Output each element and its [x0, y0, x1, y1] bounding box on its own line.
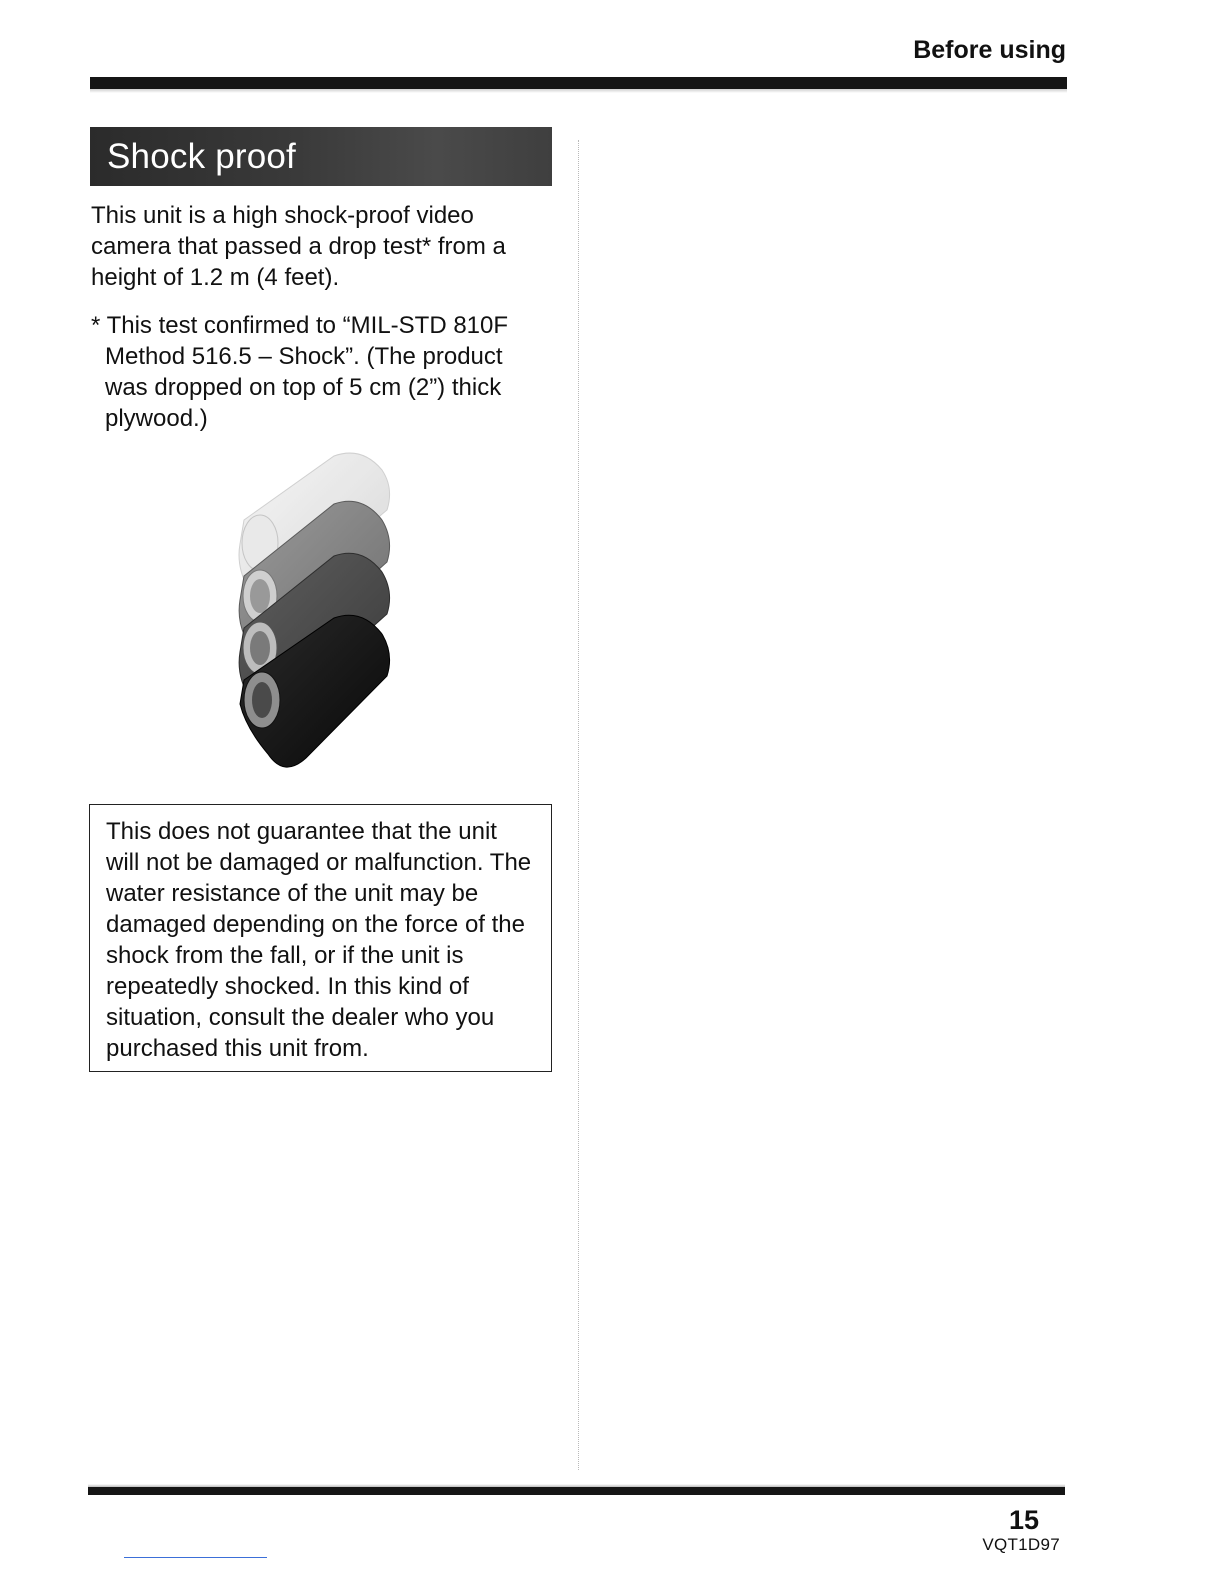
- header-rule-shadow: [90, 89, 1067, 93]
- column-divider: [578, 140, 579, 1470]
- falling-camera-illustration: [222, 448, 412, 778]
- intro-paragraph: This unit is a high shock-proof video camera that passed a drop test* from a height of 1.2 m (4 feet).: [91, 202, 506, 291]
- page-number: 15: [1008, 1505, 1039, 1535]
- section-heading: Shock proof: [90, 127, 552, 186]
- section-label: Before using: [913, 36, 1066, 64]
- footer-rule: [88, 1487, 1065, 1495]
- header-rule: [90, 77, 1067, 89]
- scan-mark-line: [124, 1557, 267, 1558]
- falling-camera-icon: [222, 448, 412, 778]
- footnote: * This test confirmed to “MIL-STD 810F Method 516.5 – Shock”. (The product was dropped on top of 5 cm (2”) thick plywood.): [91, 312, 509, 432]
- notice-box: [89, 804, 552, 1072]
- document-code: VQT1D97: [982, 1535, 1060, 1554]
- notice-text: This does not guarantee that the unit will not be damaged or malfunction. The water resistance of the unit may be damaged depending on the force of the shock from the fall, or if the unit is repeatedly shocked. In this kind of situation, consult the dealer who you purchased this unit from.: [106, 818, 532, 1062]
